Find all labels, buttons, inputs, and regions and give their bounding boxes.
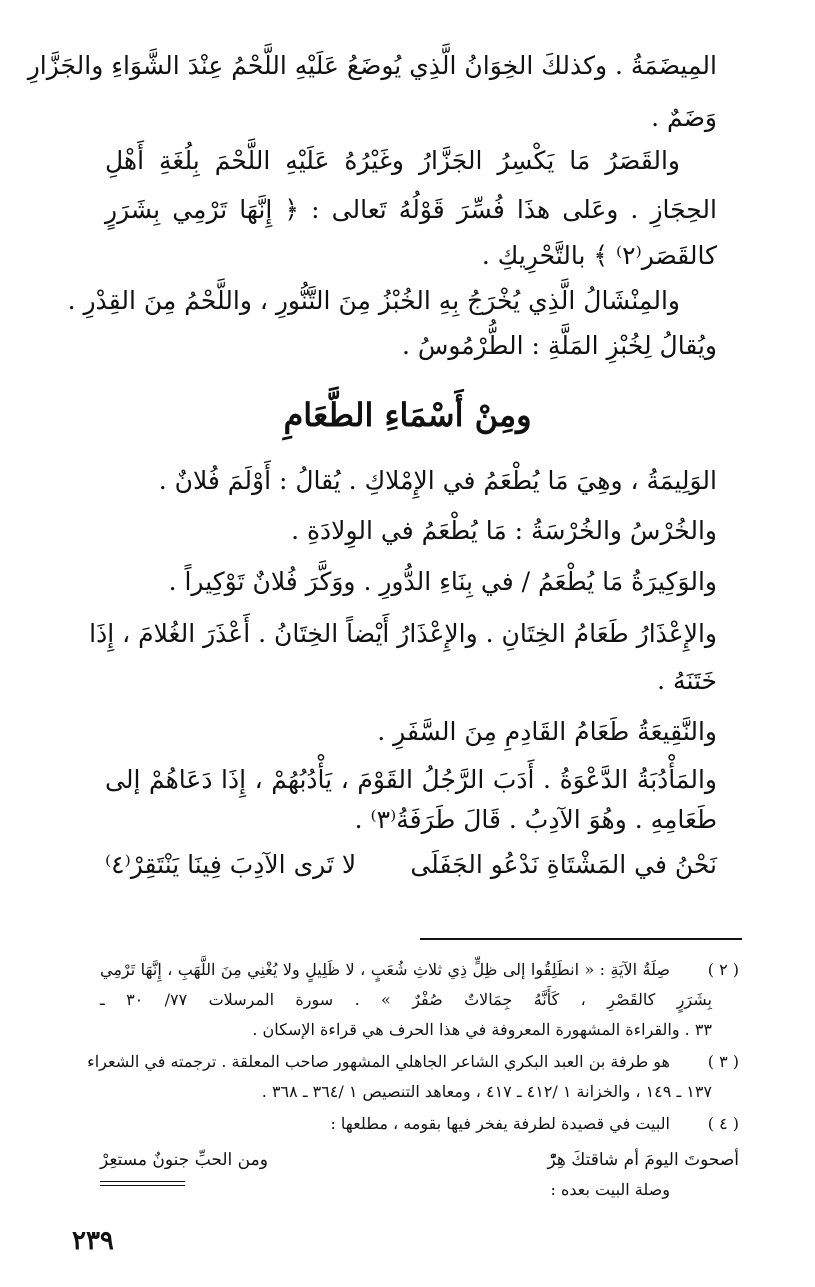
verse-second-hemistich: لا تَرى الآدِبَ فِينَا يَنْتَقِرْ⁽٤⁾	[105, 850, 357, 879]
body-line: والخُرْسُ والخُرْسَةُ : مَا يُطْعَمُ في الوِلادَةِ .	[291, 516, 717, 545]
body-line: والقَصَرُ مَا يَكْسِرُ الجَزَّارُ وغَيْرُهُ عَلَيْهِ اللَّحْمَ بِلُغَةِ أَهْلِ	[105, 146, 680, 175]
footnote-line: صِلَةُ الآيَةِ : « انطَلِقُوا إلى ظِلٍّ ذِي ثلاثِ شُعَبٍ ، لا ظَلِيلٍ ولا يُغْنِي مِنَ اللَّهَبِ ، إِنَّهَا تَرْمِي	[100, 960, 670, 979]
body-line: خَتَنَهُ .	[657, 666, 717, 695]
footnote-number: ( ٣ )	[707, 1052, 739, 1071]
body-line: والإِعْذَارُ طَعَامُ الخِتَانِ . والإِعْذَارُ أَيْضاً الخِتَانُ . أَعْذَرَ الغُلامَ ، إِذَا	[89, 619, 717, 648]
body-line: وَضَمٌ .	[651, 103, 717, 132]
body-line: والوَكِيرَةُ مَا يُطْعَمُ / في بِنَاءِ الدُّورِ . ووَكَّرَ فُلانٌ تَوْكِيراً .	[168, 567, 717, 596]
footnote-number: ( ٢ )	[707, 960, 739, 979]
body-line: طَعَامِهِ . وهُوَ الآدِبُ . قَالَ طَرَفَةُ⁽٣⁾ .	[354, 805, 717, 834]
body-line: والمِنْشَالُ الَّذِي يُخْرَجُ بِهِ الخُبْزُ مِنَ التَّنُّورِ ، واللَّحْمُ مِنَ القِدْرِ .	[67, 286, 680, 315]
footnote-line: هو طرفة بن العبد البكري الشاعر الجاهلي المشهور صاحب المعلقة . ترجمته في الشعراء	[87, 1052, 670, 1071]
page-number: ٢٣٩	[72, 1226, 114, 1256]
body-line: الحِجَازِ . وعَلى هذَا فُسِّرَ قَوْلُهُ تَعالى : ﴿ إِنَّهَا تَرْمِي بِشَرَرٍ	[105, 195, 717, 224]
footnote-separator	[420, 938, 742, 940]
body-line: والمَأْدُبَةُ الدَّعْوَةُ . أَدَبَ الرَّجُلُ القَوْمَ ، يَأْدُبُهُمْ ، إِذَا دَعَاهُمْ إلى	[105, 765, 717, 794]
body-line: الوَلِيمَةُ ، وهِيَ مَا يُطْعَمُ في الإِمْلاكِ . يُقالُ : أَوْلَمَ فُلانٌ .	[158, 466, 717, 495]
body-line: ويُقالُ لِخُبْزِ المَلَّةِ : الطُّرْمُوسُ .	[401, 331, 717, 360]
section-title: ومِنْ أَسْمَاءِ الطَّعَامِ	[283, 396, 532, 434]
footnote-verse-first-hemistich: أصحوتَ اليومَ أم شاقتكَ هِرّْ	[547, 1150, 739, 1170]
footnote-line: بِشَرَرٍ كالقَصْرِ ، كَأَنَّهُ جِمَالاتٌ صُفْرٌ » . سورة المرسلات ٧٧/ ٣٠ ـ	[100, 990, 712, 1009]
body-line: والنَّقِيعَةُ طَعَامُ القَادِمِ مِنَ السَّفَرِ .	[377, 717, 717, 746]
body-line: كالقَصَر⁽٢⁾ ﴾ بالتَّحْرِيكِ .	[481, 241, 717, 270]
footnote-verse-second-hemistich: ومن الحبِّ جنونٌ مستعِرْ	[100, 1150, 268, 1170]
footnote-line: ١٣٧ ـ ١٤٩ ، والخزانة ١ /٤١٢ ـ ٤١٧ ، ومعاهد التنصيص ١ /٣٦٤ ـ ٣٦٨ .	[261, 1082, 712, 1101]
footnote-line: ٣٣ . والقراءة المشهورة المعروفة في هذا الحرف هي قراءة الإسكان .	[252, 1020, 712, 1039]
footnote-line: وصلة البيت بعده :	[550, 1180, 670, 1199]
footnote-line: البيت في قصيدة لطرفة يفخر فيها بقومه ، مطلعها :	[330, 1114, 670, 1133]
body-line: المِيضَمَةُ . وكذلكَ الخِوَانُ الَّذِي يُوضَعُ عَلَيْهِ اللَّحْمُ عِنْدَ الشَّوَاءِ والجَزَّارِ	[27, 51, 717, 80]
footnote-number: ( ٤ )	[707, 1114, 739, 1133]
verse-first-hemistich: نَحْنُ في المَشْتَاةِ نَدْعُو الجَفَلَى	[410, 850, 717, 879]
